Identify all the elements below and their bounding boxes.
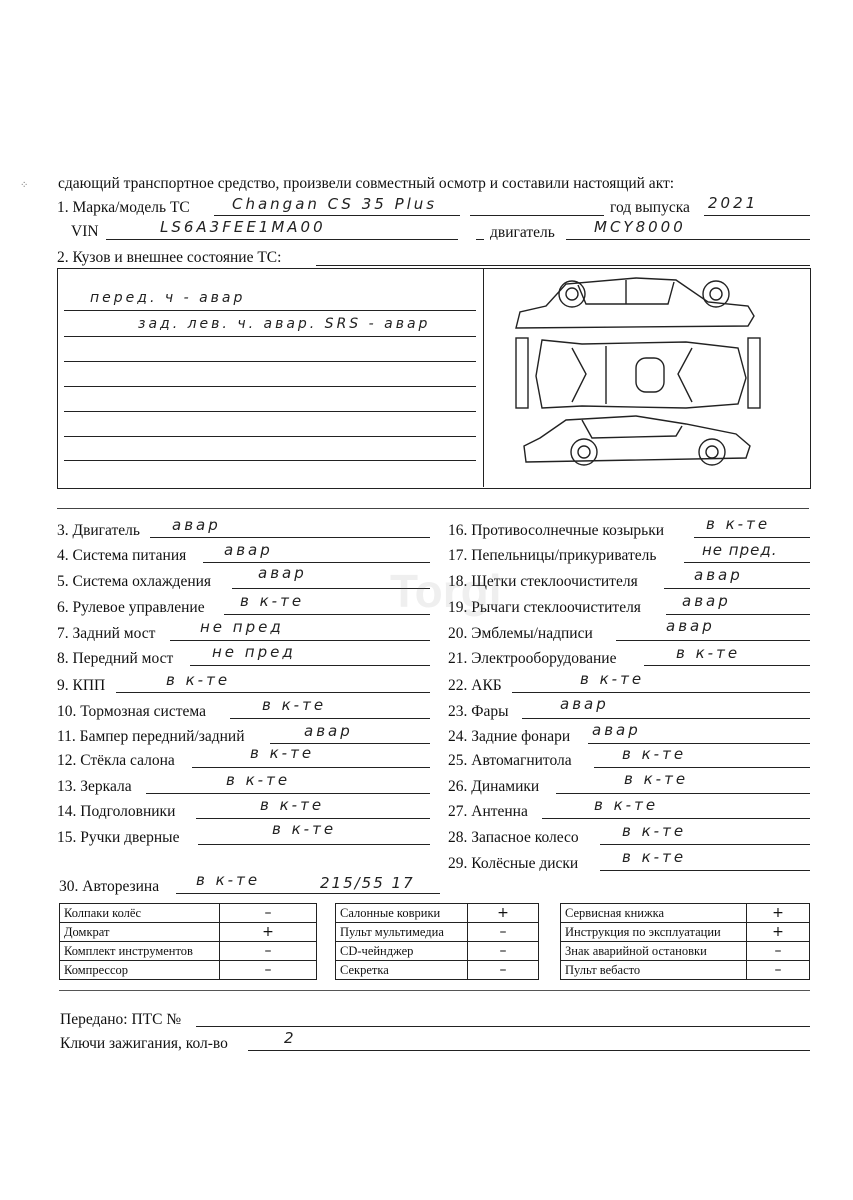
engine-label: двигатель xyxy=(490,224,555,241)
right-item-value[interactable]: авар xyxy=(560,695,609,713)
right-item-label: 20. Эмблемы/надписи xyxy=(448,625,593,642)
right-item-line xyxy=(594,767,810,768)
left-item-line xyxy=(196,818,430,819)
pts-line xyxy=(196,1026,810,1027)
car-diagram xyxy=(486,268,778,488)
tables-separator xyxy=(59,990,810,991)
year-label: год выпуска xyxy=(610,199,690,216)
equipment-name: Сервисная книжка xyxy=(561,904,747,923)
equipment-mark[interactable]: + xyxy=(747,923,810,942)
equipment-row xyxy=(336,904,539,923)
equipment-row xyxy=(336,942,539,961)
right-item-value[interactable]: в к-те xyxy=(594,796,659,814)
equipment-table-3 xyxy=(560,903,810,980)
left-item-line xyxy=(170,640,430,641)
keys-line xyxy=(248,1050,810,1051)
left-item-label: 11. Бампер передний/задний xyxy=(57,728,245,745)
engine-value[interactable]: MCY8000 xyxy=(594,218,686,236)
scan-speck: ⁘ xyxy=(20,180,29,191)
right-item-label: 16. Противосолнечные козырьки xyxy=(448,522,665,539)
make-line xyxy=(214,215,460,216)
equipment-row xyxy=(60,923,317,942)
right-item-line xyxy=(664,588,810,589)
right-item-line xyxy=(542,818,810,819)
left-item-label: 13. Зеркала xyxy=(57,778,132,795)
left-item-label: 10. Тормозная система xyxy=(57,703,206,720)
left-item-line xyxy=(150,537,430,538)
left-item-value[interactable]: авар xyxy=(304,722,353,740)
body-box-divider xyxy=(483,268,484,487)
left-item-label: 15. Ручки дверные xyxy=(57,829,180,846)
equipment-row xyxy=(60,942,317,961)
tires-label: 30. Авторезина xyxy=(59,878,160,895)
equipment-name: Пульт вебасто xyxy=(561,961,747,980)
equipment-name: Инструкция по эксплуатации xyxy=(561,923,747,942)
left-item-label: 3. Двигатель xyxy=(57,522,140,539)
equipment-row xyxy=(561,923,810,942)
equipment-row xyxy=(60,904,317,923)
note-line xyxy=(64,361,476,362)
left-item-label: 4. Система питания xyxy=(57,547,187,564)
equipment-name: Пульт мультимедиа xyxy=(336,923,468,942)
right-item-line xyxy=(556,793,810,794)
right-item-value[interactable]: не пред. xyxy=(702,541,778,559)
left-item-value[interactable]: в к-те xyxy=(262,696,327,714)
equipment-name: Комплект инструментов xyxy=(60,942,220,961)
vin-line xyxy=(106,239,458,240)
keys-label: Ключи зажигания, кол-во xyxy=(60,1035,228,1052)
equipment-row xyxy=(561,961,810,980)
equipment-mark[interactable]: + xyxy=(468,904,539,923)
right-item-line xyxy=(600,870,810,871)
right-item-value[interactable]: авар xyxy=(666,617,715,635)
equipment-mark[interactable]: – xyxy=(220,904,317,923)
left-item-label: 7. Задний мост xyxy=(57,625,156,642)
equipment-mark[interactable]: – xyxy=(468,961,539,980)
section-separator xyxy=(57,508,809,509)
equipment-name: Колпаки колёс xyxy=(60,904,220,923)
left-item-value[interactable]: авар xyxy=(172,516,221,534)
note-line xyxy=(64,310,476,311)
equipment-name: Салонные коврики xyxy=(336,904,468,923)
left-item-line xyxy=(198,844,430,845)
right-item-line xyxy=(684,562,810,563)
left-item-label: 12. Стёкла салона xyxy=(57,752,175,769)
tires-value[interactable]: в к-те xyxy=(196,871,261,889)
equipment-row xyxy=(561,942,810,961)
body-note-2[interactable]: зад. лев. ч. авар. SRS - авар xyxy=(138,316,431,332)
equipment-table-1 xyxy=(59,903,317,980)
equipment-row xyxy=(336,923,539,942)
body-label: 2. Кузов и внешнее состояние ТС: xyxy=(57,249,282,266)
year-line xyxy=(704,215,810,216)
right-item-value[interactable]: авар xyxy=(592,721,641,739)
equipment-mark[interactable]: – xyxy=(747,961,810,980)
pts-label: Передано: ПТС № xyxy=(60,1011,182,1028)
make-extra-line xyxy=(470,215,604,216)
intro-text: сдающий транспортное средство, произвели совместный осмотр и составили настоящий акт: xyxy=(58,175,675,192)
right-item-line xyxy=(644,665,810,666)
note-line xyxy=(64,411,476,412)
equipment-name: Домкрат xyxy=(60,923,220,942)
right-item-value[interactable]: в к-те xyxy=(624,770,689,788)
left-item-value[interactable]: в к-те xyxy=(240,592,305,610)
body-label-line xyxy=(316,265,810,266)
left-item-line xyxy=(230,718,430,719)
right-item-label: 25. Автомагнитола xyxy=(448,752,572,769)
right-item-label: 21. Электрооборудование xyxy=(448,650,617,667)
equipment-name: CD-чейнджер xyxy=(336,942,468,961)
engine-pre-line xyxy=(476,239,484,240)
right-item-line xyxy=(600,844,810,845)
equipment-mark[interactable]: + xyxy=(747,904,810,923)
right-item-line xyxy=(616,640,810,641)
equipment-table-2 xyxy=(335,903,539,980)
right-item-value[interactable]: авар xyxy=(694,566,743,584)
right-item-label: 18. Щетки стеклоочистителя xyxy=(448,573,638,590)
left-item-label: 14. Подголовники xyxy=(57,803,176,820)
right-item-value[interactable]: в к-те xyxy=(706,515,771,533)
left-item-value[interactable]: в к-те xyxy=(272,820,337,838)
equipment-row xyxy=(561,904,810,923)
left-item-value[interactable]: в к-те xyxy=(250,744,315,762)
right-item-line xyxy=(666,614,810,615)
left-item-value[interactable]: не пред xyxy=(200,618,284,636)
equipment-row xyxy=(336,961,539,980)
make-value[interactable]: Changan CS 35 Plus xyxy=(232,195,438,213)
equipment-mark[interactable]: – xyxy=(747,942,810,961)
note-line xyxy=(64,336,476,337)
right-item-label: 22. АКБ xyxy=(448,677,502,694)
left-item-value[interactable]: не пред xyxy=(212,643,296,661)
equipment-mark[interactable]: – xyxy=(468,923,539,942)
right-item-label: 19. Рычаги стеклоочистителя xyxy=(448,599,641,616)
right-item-value[interactable]: в к-те xyxy=(622,745,687,763)
equipment-row xyxy=(60,961,317,980)
left-item-label: 8. Передний мост xyxy=(57,650,174,667)
right-item-line xyxy=(512,692,810,693)
right-item-value[interactable]: в к-те xyxy=(676,644,741,662)
make-label: 1. Марка/модель ТС xyxy=(57,199,190,216)
left-item-line xyxy=(203,562,430,563)
tires-size[interactable]: 215/55 17 xyxy=(320,874,415,892)
equipment-name: Компрессор xyxy=(60,961,220,980)
right-item-label: 28. Запасное колесо xyxy=(448,829,579,846)
equipment-name: Секретка xyxy=(336,961,468,980)
left-item-value[interactable]: в к-те xyxy=(226,771,291,789)
right-item-line xyxy=(522,718,810,719)
left-item-line xyxy=(190,665,430,666)
equipment-mark[interactable]: – xyxy=(220,961,317,980)
right-item-label: 27. Антенна xyxy=(448,803,528,820)
note-line xyxy=(64,386,476,387)
note-line xyxy=(64,460,476,461)
note-line xyxy=(64,436,476,437)
right-item-value[interactable]: в к-те xyxy=(622,822,687,840)
engine-line xyxy=(566,239,810,240)
equipment-mark[interactable]: – xyxy=(468,942,539,961)
right-item-value[interactable]: в к-те xyxy=(580,670,645,688)
right-item-line xyxy=(694,537,810,538)
body-note-1[interactable]: перед. ч - авар xyxy=(90,290,246,306)
left-item-value[interactable]: в к-те xyxy=(166,671,231,689)
left-item-line xyxy=(192,767,430,768)
left-item-value[interactable]: в к-те xyxy=(260,796,325,814)
left-item-line xyxy=(146,793,430,794)
equipment-mark[interactable]: + xyxy=(220,923,317,942)
right-item-line xyxy=(588,743,810,744)
left-item-line xyxy=(116,692,430,693)
right-item-label: 24. Задние фонари xyxy=(448,728,571,745)
left-item-label: 5. Система охлаждения xyxy=(57,573,212,590)
equipment-name: Знак аварийной остановки xyxy=(561,942,747,961)
keys-value[interactable]: 2 xyxy=(284,1029,297,1047)
right-item-label: 29. Колёсные диски xyxy=(448,855,579,872)
watermark-logo: Torgi xyxy=(390,565,502,617)
right-item-label: 26. Динамики xyxy=(448,778,540,795)
equipment-mark[interactable]: – xyxy=(220,942,317,961)
tires-line xyxy=(176,893,440,894)
right-item-label: 17. Пепельницы/прикуриватель xyxy=(448,547,657,564)
left-item-label: 6. Рулевое управление xyxy=(57,599,205,616)
right-item-value[interactable]: в к-те xyxy=(622,848,687,866)
right-item-label: 23. Фары xyxy=(448,703,509,720)
left-item-value[interactable]: авар xyxy=(224,541,273,559)
left-item-value[interactable]: авар xyxy=(258,564,307,582)
year-value[interactable]: 2021 xyxy=(708,194,759,212)
left-item-label: 9. КПП xyxy=(57,677,106,694)
vin-value[interactable]: LS6A3FEE1MA00 xyxy=(160,218,326,236)
right-item-value[interactable]: авар xyxy=(682,592,731,610)
vin-label: VIN xyxy=(71,223,99,240)
